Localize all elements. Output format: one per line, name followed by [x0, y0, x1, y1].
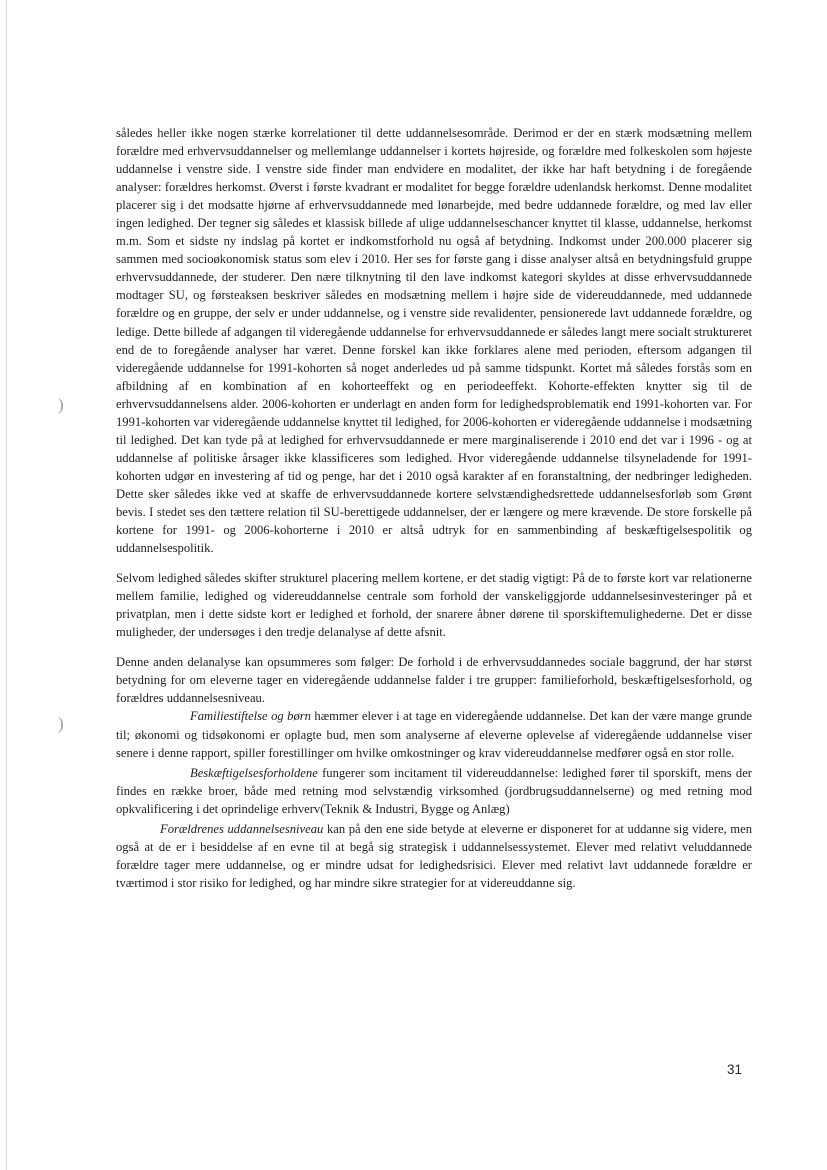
- paragraph-employment-text: fungerer som incitament til videreuddannelse: ledighed fører til sporskift, mens der findes en række broer, både med retning mod selvstændig virksomhed (jordbrugsuddannelserne) og med retning mod opkvalificering i det oprindelige erhverv(Teknik & Industri, Bygge og Anlæg): [116, 765, 752, 816]
- margin-mark: ): [58, 714, 64, 733]
- paragraph-employment: [116, 764, 752, 818]
- scan-edge-line: [6, 0, 7, 1170]
- paragraph-unemployment-shift: Selvom ledighed således skifter strukturel placering mellem kortene, er det stadig vigtigt: På de to første kort var relationerne mellem familie, ledighed og videreuddannelse centrale som forhold der vanskeliggjorde uddannelsesinvesteringer på et privatplan, men i dette sidste kort er ledighed et forhold, der snarere åbner dørene til sporskiftemulighederne. Det er disse muligheder, der undersøges i den tredje delanalyse af dette afsnit.: [116, 571, 752, 640]
- body-text: [116, 124, 752, 894]
- page-number: 31: [727, 1062, 743, 1077]
- emphasis-family: Familiestiftelse og børn: [190, 709, 311, 724]
- emphasis-parents-education: Forældrenes uddannelsesniveau: [160, 821, 324, 836]
- paragraph-family-text: hæmmer elever i at tage en videregående uddannelse. Det kan der være mange grunde til; økonomi og tidsøkonomi er oplagte bud, men som analyserne af eleverne oplevelse af videregående uddannelse viser senere i denne rapport, spiller forestillinger om hvilke omkostninger og krav videreuddannelse medfører også en stor rolle.: [116, 709, 752, 760]
- paragraph-parents-education: [116, 820, 752, 892]
- emphasis-employment: Beskæftigelsesforholdene: [190, 765, 318, 780]
- paragraph-family: [116, 707, 752, 761]
- margin-mark: ): [58, 395, 64, 414]
- paragraph-parents-education-text: kan på den ene side betyde at eleverne er disponeret for at uddanne sig videre, men også at de er i besiddelse af en evne til at begå sig strategisk i uddannelsessystemet. Elever med relativt veluddannede forældre tager mere uddannelse, og er mindre udsat for ledighedsrisici. Elever med relativt lavt uddannede forældre er tværtimod i stor risiko for ledighed, og har mindre sikre strategier for at videreuddanne sig.: [116, 821, 752, 890]
- paragraph-analysis-map: således heller ikke nogen stærke korrelationer til dette uddannelsesområde. Derimod er der en stærk modsætning mellem forældre med erhvervsuddannelser og mellemlange uddannelser i kortets højreside, og forældre med folkeskolen som højeste uddannelse i venstre side. I venstre side finder man endvidere en modalitet, der ikke har haft betydning i de foregående analyser: forældres herkomst. Øverst i første kvadrant er modalitet for begge forældre udenlandsk herkomst. Denne modalitet placerer sig i det modsatte hjørne af erhvervsuddannede med lønarbejde, med bedre uddannede forældre, og med lav eller ingen ledighed. Der tegner sig således et klassisk billede af ulige uddannelseschancer knyttet til klasse, uddannelse, herkomst m.m. Som et sidste ny indslag på kortet er indkomstforhold nu også af betydning. Indkomst under 200.000 placerer sig sammen med socioøkonomisk status som elev i 2010. Her ses for første gang i disse analyser altså en betydningsfuld gruppe erhvervsuddannede, der studerer. Den nære tilknytning til den lave indkomst kategori skyldes at disse erhvervsuddannede modtager SU, og førsteaksen beskriver således en modsætning mellem i højre side de videreuddannede, med uddannede forældre og en gruppe, der selv er under uddannelse, og i venstre side revalidenter, pensionerede lavt uddannede forældre, og ledige. Dette billede af adgangen til videregående uddannelse for erhvervsuddannede er således langt mere socialt struktureret end de to foregående analyser har været. Denne forskel kan ikke forklares alene med perioden, eftersom adgangen til videregående uddannelse for 1991-kohorten så noget anderledes ud på samme tidspunkt. Kortet må således forstås som en afbildning af en kombination af en kohorteeffekt og en periodeeffekt. Kohorte-effekten knytter sig til de erhvervsuddannelsens alder. 2006-kohorten er underlagt en anden form for ledighedsproblematik end 1991-kohorten var. For 1991-kohorten var videregående uddannelse knyttet til ledighed, for 2006-kohorten er videregående uddannelse i modsætning til ledighed. Det kan tyde på at ledighed for erhvervsuddannede er mere marginaliserende i 2010 end det var i 1996 - og at uddannelse af politiske årsager ikke klassificeres som ledighed. Hvor videregående uddannelse tilsyneladende for 1991-kohorten udgør en investering af tid og penge, har det i 2010 også karakter af en foranstaltning, der nedbringer ledigheden. Dette sker således ikke ved at skaffe de erhvervsuddannede kortere selvstændighedsrettede uddannelsesforløb som Grønt bevis. I stedet ses den tættere relation til SU-berettigede uddannelser, der er længere og mere krævende. De store forskelle på kortene for 1991- og 2006-kohorterne i 2010 er altså udtryk for en sammenbinding af beskæftigelsespolitik og uddannelsespolitik.: [116, 126, 752, 556]
- paragraph-summary-intro: Denne anden delanalyse kan opsummeres som følger: De forhold i de erhvervsuddannedes sociale baggrund, der har størst betydning for om eleverne tager en videregående uddannelse falder i tre grupper: familieforhold, beskæftigelsesforhold, og forældres uddannelsesniveau.: [116, 655, 752, 706]
